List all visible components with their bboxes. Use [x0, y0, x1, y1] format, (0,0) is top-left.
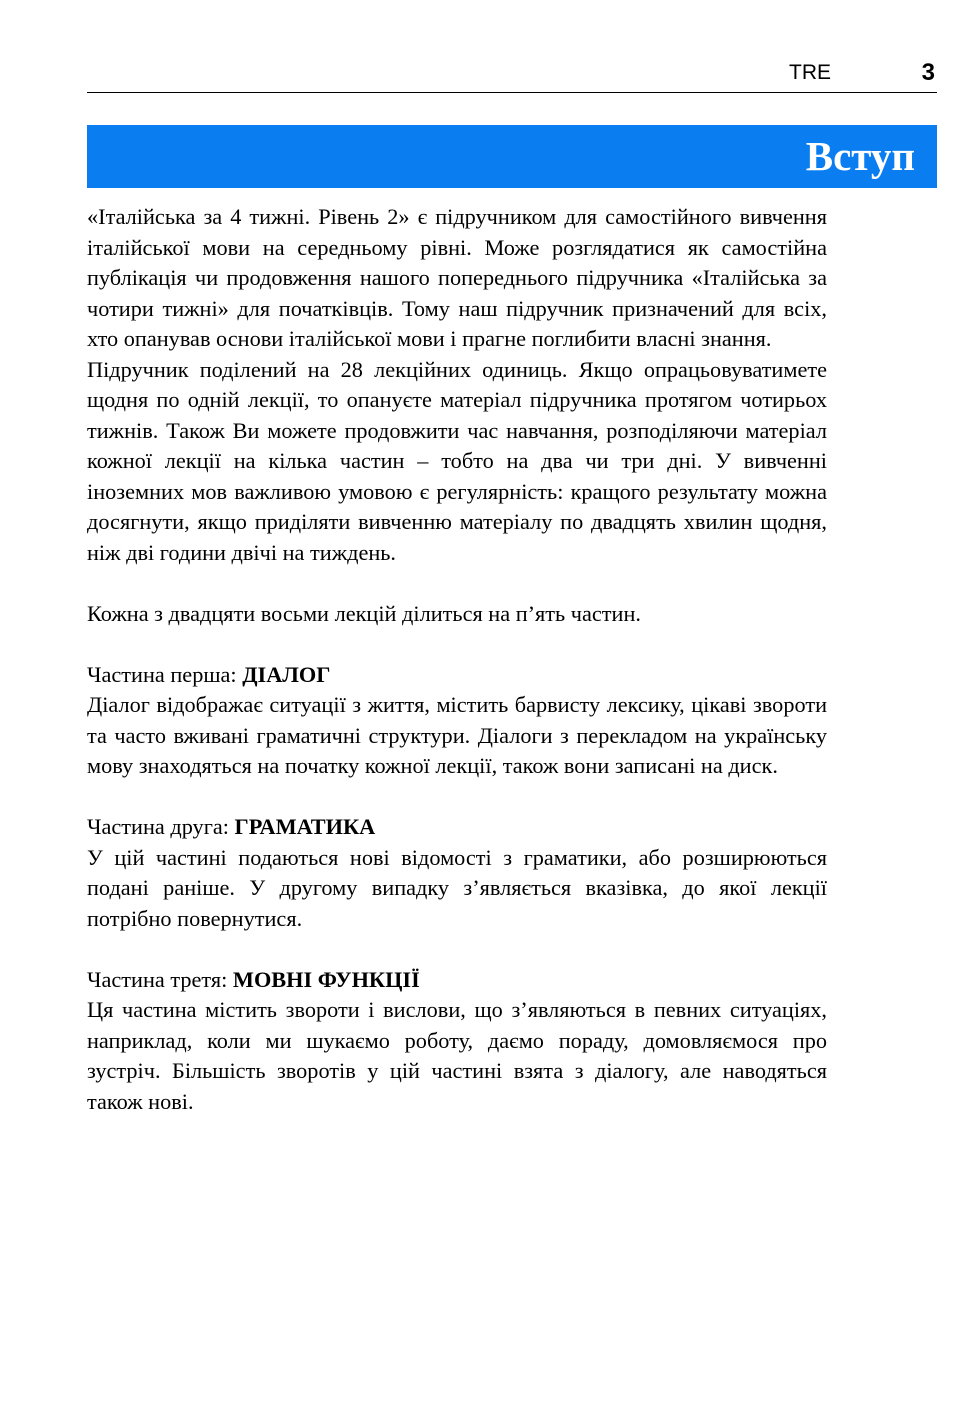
intro-paragraph: «Італійська за 4 тижні. Рівень 2» є підручником для самостійного вивчення італійської мови на середньому рівні. Може розглядатися як самостійна публікація чи продовження нашого попереднього підручника «Італійська за чотири тижні» для початківців. Тому наш підручник призначений для всіх, хто опанував основи італійської мови і прагне поглибити власні знання.	[87, 204, 827, 351]
part-name: ГРАМАТИКА	[234, 814, 376, 839]
spacer	[87, 568, 827, 599]
spacer	[87, 782, 827, 813]
page-body	[87, 202, 827, 1117]
part-name: ДІАЛОГ	[242, 661, 331, 687]
part-prefix: Частина третя:	[87, 966, 233, 992]
part-heading	[87, 660, 827, 691]
section-label: TRE	[789, 61, 831, 84]
chapter-title: Вступ	[805, 133, 915, 179]
page-number: 3	[921, 59, 935, 86]
parts-summary: Кожна з двадцяти восьми лекцій ділиться на п’ять частин.	[87, 600, 641, 626]
part-description: У цій частині подаються нові відомості з граматики, або розширюються подані раніше. У другому випадку з’являється вказівка, до якої лекції потрібно повернутися.	[87, 844, 827, 931]
part-heading	[87, 965, 827, 996]
part-description: Ця частина містить звороти і вислови, що з’являються в певних ситуаціях, наприклад, коли ми шукаємо роботу, даємо пораду, домовляємося про зустріч. Більшість зворотів у цій частині взята з діалогу, але наводяться також нові.	[87, 997, 827, 1114]
part-heading	[87, 812, 827, 843]
running-header	[87, 58, 937, 93]
spacer	[87, 934, 827, 965]
spacer	[87, 629, 827, 660]
structure-paragraph: Підручник поділений на 28 лекційних одиниць. Якщо опрацьовуватимете щодня по одній лекції, то опануєте матеріал підручника протягом чотирьох тижнів. Також Ви можете продовжити час навчання, розподіляючи матеріал кожної лекції на кілька частин – тобто на два чи три дні. У вивченні іноземних мов важливою умовою є регулярність: кращого результату можна досягнути, якщо приділяти вивченню матеріалу по двадцять хвилин щодня, ніж дві години двічі на тиждень.	[87, 356, 827, 565]
chapter-title-band	[87, 125, 937, 188]
part-prefix: Частина перша:	[87, 661, 243, 687]
part-prefix: Частина друга:	[87, 814, 235, 839]
part-description: Діалог відображає ситуації з життя, містить барвисту лексику, цікаві звороти та часто вживані граматичні структури. Діалоги з перекладом на українську мову знаходяться на початку кожної лекції, також вони записані на диск.	[87, 692, 827, 778]
part-name: МОВНІ ФУНКЦІЇ	[232, 966, 420, 992]
